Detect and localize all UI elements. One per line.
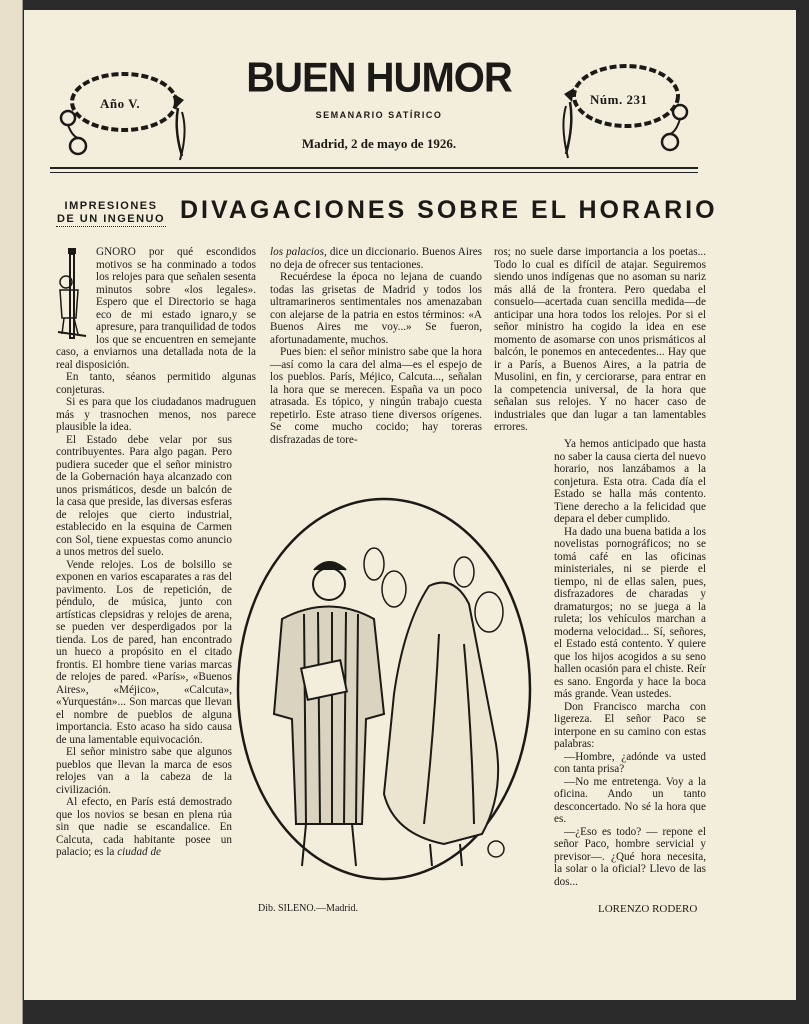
header-rule-thin: [50, 172, 698, 173]
artist-monogram-icon: [488, 841, 504, 857]
dateline: Madrid, 2 de mayo de 1926.: [301, 136, 457, 151]
article-column-2: [270, 246, 482, 446]
paragraph: [56, 559, 232, 747]
paragraph: Ya hemos anticipado que hasta no saber la causa cierta del nuevo horario, nos lanzábamos a la conjetura. Esta otra. Cada día el Estado se halla más contento. Tiene derecho a la felicidad que depara el deber cumplido.: [554, 438, 706, 525]
article-headline: DIVAGACIONES SOBRE EL HORARIO: [180, 196, 718, 224]
paragraph: Don Francisco marcha con ligereza. El señor Paco se interpone en su camino con estas palabras:: [554, 700, 706, 750]
article-column-3: [494, 246, 706, 434]
ornament-frame-icon: [554, 54, 694, 164]
article-column-3-continued: [554, 438, 706, 888]
paragraph: [56, 796, 232, 859]
year-ornament: [54, 60, 194, 170]
kicker-line: IMPRESIONES: [64, 200, 158, 212]
illustration-credit: Dib. SILENO.—Madrid.: [258, 903, 358, 914]
paragraph: —¿Eso es todo? — repone el señor Paco, hombre servicial y previsor—. ¿Qué hora necesita, la solar o la oficial? Llevo de las dos...: [554, 825, 706, 888]
paragraph-text: dice un diccionario. Buenos Aires no deja de ofrecer sus tentaciones.: [270, 246, 483, 271]
cartoon-illustration: [234, 494, 534, 884]
paragraph-text: Al efecto, en París está demostrado que los novios se besan en plena rúa sin que nadie se escandalice. En Calcuta, cada habitante posee un palacio; es la: [56, 796, 232, 858]
dropcap-illustration-icon: [56, 246, 92, 342]
paragraph: Si es para que los ciudadanos madruguen más y trasnochen menos, nos parece plausible la idea.: [56, 396, 256, 433]
paragraph: Recuérdese la época no lejana de cuando todas las grisetas de Madrid y todos los ultramarineros sentimentales nos amenazaban con alejarse de la patria en estos términos: «A Buenos Aires me voy...» Se fueron, afortunadamente, muchos.: [270, 271, 482, 346]
masthead-title: BUEN HUMOR: [246, 54, 512, 102]
article-column-1: [56, 246, 256, 859]
paragraph: [56, 434, 232, 559]
masthead-subtitle: SEMANARIO SATÍRICO: [315, 110, 443, 120]
paragraph: [270, 246, 482, 271]
kicker-line: DE UN INGENUO: [56, 213, 166, 225]
italic-text: ciudad de: [117, 846, 162, 858]
article-author: LORENZO RODERO: [598, 903, 698, 915]
issue-number: Núm. 231: [590, 92, 648, 107]
paragraph-text: Vende relojes. Los de bolsillo se exponen en varios escaparates a ras del pavimento. Los de repetición, de péndulo, de música, junto con artísticas clepsidras y relojes de arena, se pueden ver desperdigados por la tienda. Los de pared, han encontrado un hueco a propósito en el citado frontis. El hombre tiene varias marcas de relojes de pared. «París», «Buenos Aires», «Méjico», «Calcuta», «Yurquestán»... Son marcas que llevan el nombre de pueblos de alguna importancia. Esto acaso ha sido causa de una lamentable equivocación.: [56, 558, 232, 746]
italic-text: los palacios,: [270, 246, 327, 258]
paragraph: GNORO por qué escondidos motivos se ha conminado a todos los relojes para que señalen sesenta minutos sobre «los legales». Espero que el Directorio se haga eco de mi estado ignaro,y se apresure, para tranquilidad de todos los que se encuentren en semejante caso, a enviarnos una detallada nota de la real disposición.: [56, 246, 256, 371]
year-label: Año V.: [100, 96, 141, 111]
number-ornament: [554, 54, 694, 164]
paragraph-text: El señor ministro sabe que algunos pueblos que llevan la marca de esos relojes van a la cabeza de la civilización.: [56, 746, 232, 796]
paragraph: En tanto, séanos permitido algunas conjeturas.: [56, 371, 256, 396]
paragraph: —Hombre, ¿adónde va usted con tanta prisa?: [554, 750, 706, 775]
paragraph: Ha dado una buena batida a los novelistas pornográficos; no se tomá café en las oficinas ministeriales, ni se pierde el tiempo, ni de ellas salen, pues, disfrazadores de charadas y dramaturgos; no se juega a la ruleta; los vehículos marchan a moderna velocidad... Sí, señores, el Estado está contento. Y quiere que los hijos acogidos a su seno hallen ocasión para el chiste. Reír es sano. Engorda y hace la boca más grande. Vean ustedes.: [554, 525, 706, 700]
binding-spine: [0, 0, 23, 1024]
paragraph: [56, 746, 232, 796]
paragraph-text: El Estado debe velar por sus contribuyentes. Para algo pagan. Pero pudiera suceder que el señor ministro de la Gobernación haya alcanzado con unos prismáticos, desde un balcón de la casa que preside, las diversas esferas de relojes que cierto industrial, establecido en la esquina de Carmen con Sol, tiene expuestas como anuncio a unos metros del suelo.: [56, 433, 232, 558]
article-kicker: [56, 200, 166, 227]
paragraph: Pues bien: el señor ministro sabe que la hora—así como la cara del alma—es el espejo de los pueblos. París, Méjico, Calcuta..., señalan la hora que se merecen. España va un poco atrasada. Es tópico, y ningún trabajo cuesta repetirlo. Este atraso tiene diversos orígenes. Se come mucho cocido; hay toreras disfrazadas de tore-: [270, 346, 482, 446]
paragraph: ros; no suele darse importancia a los poetas... Todo lo cual es difícil de atajar. Seguiremos siendo unos indígenas que no asoman su nariz más allá de la frontera. Pero quedaba el consuelo—acertada cuan sencilla medida—de anticipar una hora todos los relojes. Por si el señor ministro ha cogido la idea en ese momento de asomarse con unos prismáticos al balcón, le ponemos en antecedentes... Hay que ir a París, a Buenos Aires, a la patria de Musolini, en fin, y cerciorarse, para entrar en la competencia universal, de la hora que señalan sus relojes. Y no hacer caso de industriales que dan lugar a tan lamentables errores.: [494, 246, 706, 433]
paragraph: —No me entretenga. Voy a la oficina. Ando un tanto desconcertado. No sé la hora que es.: [554, 775, 706, 825]
ornament-frame-icon: [54, 60, 194, 170]
newspaper-page: [24, 10, 796, 1000]
header-rule: [50, 167, 698, 169]
